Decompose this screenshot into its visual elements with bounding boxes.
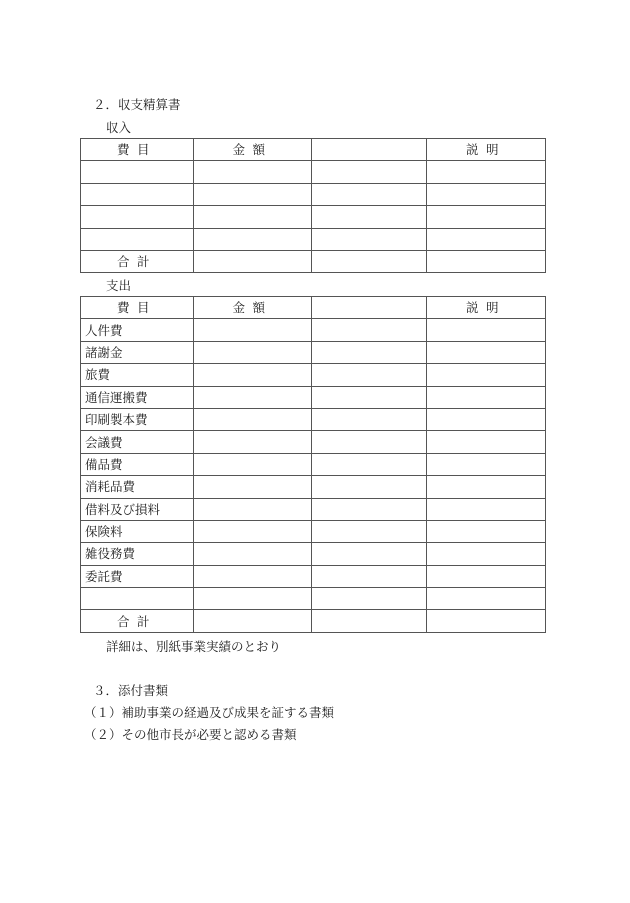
description-cell	[427, 408, 546, 430]
table-row	[81, 476, 546, 498]
header-item: 費目	[81, 139, 194, 161]
table-row	[81, 183, 546, 205]
blank-cell	[312, 453, 427, 475]
table-row	[81, 206, 546, 228]
details-note: 詳細は、別紙事業実績のとおり	[106, 639, 282, 654]
amount-cell	[194, 476, 312, 498]
expense-header-row	[81, 297, 546, 319]
expense-item-cell: 委託費	[81, 565, 194, 587]
amount-cell	[194, 250, 312, 272]
table-row	[81, 453, 546, 475]
expense-item-cell: 通信運搬費	[81, 386, 194, 408]
expense-item-cell: 印刷製本費	[81, 408, 194, 430]
attachment-item-2: （２）その他市長が必要と認める書類	[84, 727, 297, 742]
header-amount: 金額	[194, 297, 312, 319]
blank-cell	[312, 610, 427, 632]
expense-item-cell: 雑役務費	[81, 543, 194, 565]
expense-item-cell: 人件費	[81, 319, 194, 341]
header-description: 説明	[427, 297, 546, 319]
table-row	[81, 161, 546, 183]
table-row	[81, 319, 546, 341]
description-cell	[427, 565, 546, 587]
table-row	[81, 498, 546, 520]
amount-cell	[194, 364, 312, 386]
blank-cell	[312, 498, 427, 520]
blank-cell	[312, 543, 427, 565]
amount-cell	[194, 206, 312, 228]
amount-cell	[194, 520, 312, 542]
expense-label: 支出	[106, 278, 132, 293]
income-table	[80, 138, 546, 273]
description-cell	[427, 341, 546, 363]
amount-cell	[194, 341, 312, 363]
description-cell	[427, 588, 546, 610]
amount-cell	[194, 610, 312, 632]
income-item-cell	[81, 228, 194, 250]
table-row	[81, 431, 546, 453]
header-blank	[312, 139, 427, 161]
description-cell	[427, 431, 546, 453]
amount-cell	[194, 565, 312, 587]
header-description: 説明	[427, 139, 546, 161]
description-cell	[427, 161, 546, 183]
expense-item-cell: 会議費	[81, 431, 194, 453]
expense-total-row	[81, 610, 546, 632]
amount-cell	[194, 319, 312, 341]
expense-item-cell: 保険料	[81, 520, 194, 542]
blank-cell	[312, 364, 427, 386]
amount-cell	[194, 183, 312, 205]
description-cell	[427, 250, 546, 272]
expense-item-cell: 消耗品費	[81, 476, 194, 498]
expense-item-cell: 借料及び損料	[81, 498, 194, 520]
income-item-cell	[81, 183, 194, 205]
description-cell	[427, 610, 546, 632]
expense-item-cell: 諸謝金	[81, 341, 194, 363]
blank-cell	[312, 408, 427, 430]
description-cell	[427, 520, 546, 542]
amount-cell	[194, 161, 312, 183]
total-label: 合計	[81, 250, 194, 272]
blank-cell	[312, 565, 427, 587]
expense-item-cell	[81, 588, 194, 610]
table-row	[81, 520, 546, 542]
description-cell	[427, 228, 546, 250]
header-blank	[312, 297, 427, 319]
total-label: 合計	[81, 610, 194, 632]
section3-heading: ３．添付書類	[93, 683, 169, 698]
table-row	[81, 341, 546, 363]
description-cell	[427, 206, 546, 228]
amount-cell	[194, 453, 312, 475]
description-cell	[427, 386, 546, 408]
expense-item-cell: 備品費	[81, 453, 194, 475]
blank-cell	[312, 228, 427, 250]
table-row	[81, 565, 546, 587]
table-row	[81, 386, 546, 408]
blank-cell	[312, 250, 427, 272]
amount-cell	[194, 386, 312, 408]
table-row	[81, 364, 546, 386]
description-cell	[427, 319, 546, 341]
table-row	[81, 543, 546, 565]
description-cell	[427, 476, 546, 498]
description-cell	[427, 453, 546, 475]
income-item-cell	[81, 161, 194, 183]
expense-table	[80, 296, 546, 633]
description-cell	[427, 498, 546, 520]
table-row	[81, 228, 546, 250]
amount-cell	[194, 431, 312, 453]
amount-cell	[194, 588, 312, 610]
blank-cell	[312, 341, 427, 363]
amount-cell	[194, 408, 312, 430]
section2-heading: ２．収支精算書	[93, 97, 181, 112]
description-cell	[427, 543, 546, 565]
blank-cell	[312, 520, 427, 542]
blank-cell	[312, 161, 427, 183]
expense-item-cell: 旅費	[81, 364, 194, 386]
header-amount: 金額	[194, 139, 312, 161]
header-item: 費目	[81, 297, 194, 319]
blank-cell	[312, 206, 427, 228]
amount-cell	[194, 543, 312, 565]
description-cell	[427, 183, 546, 205]
income-item-cell	[81, 206, 194, 228]
attachment-item-1: （１）補助事業の経過及び成果を証する書類	[84, 705, 335, 720]
blank-cell	[312, 183, 427, 205]
table-row	[81, 408, 546, 430]
income-header-row	[81, 139, 546, 161]
blank-cell	[312, 386, 427, 408]
description-cell	[427, 364, 546, 386]
blank-cell	[312, 588, 427, 610]
blank-cell	[312, 431, 427, 453]
income-label: 収入	[106, 120, 132, 135]
blank-cell	[312, 319, 427, 341]
amount-cell	[194, 228, 312, 250]
table-row	[81, 588, 546, 610]
blank-cell	[312, 476, 427, 498]
income-total-row	[81, 250, 546, 272]
amount-cell	[194, 498, 312, 520]
